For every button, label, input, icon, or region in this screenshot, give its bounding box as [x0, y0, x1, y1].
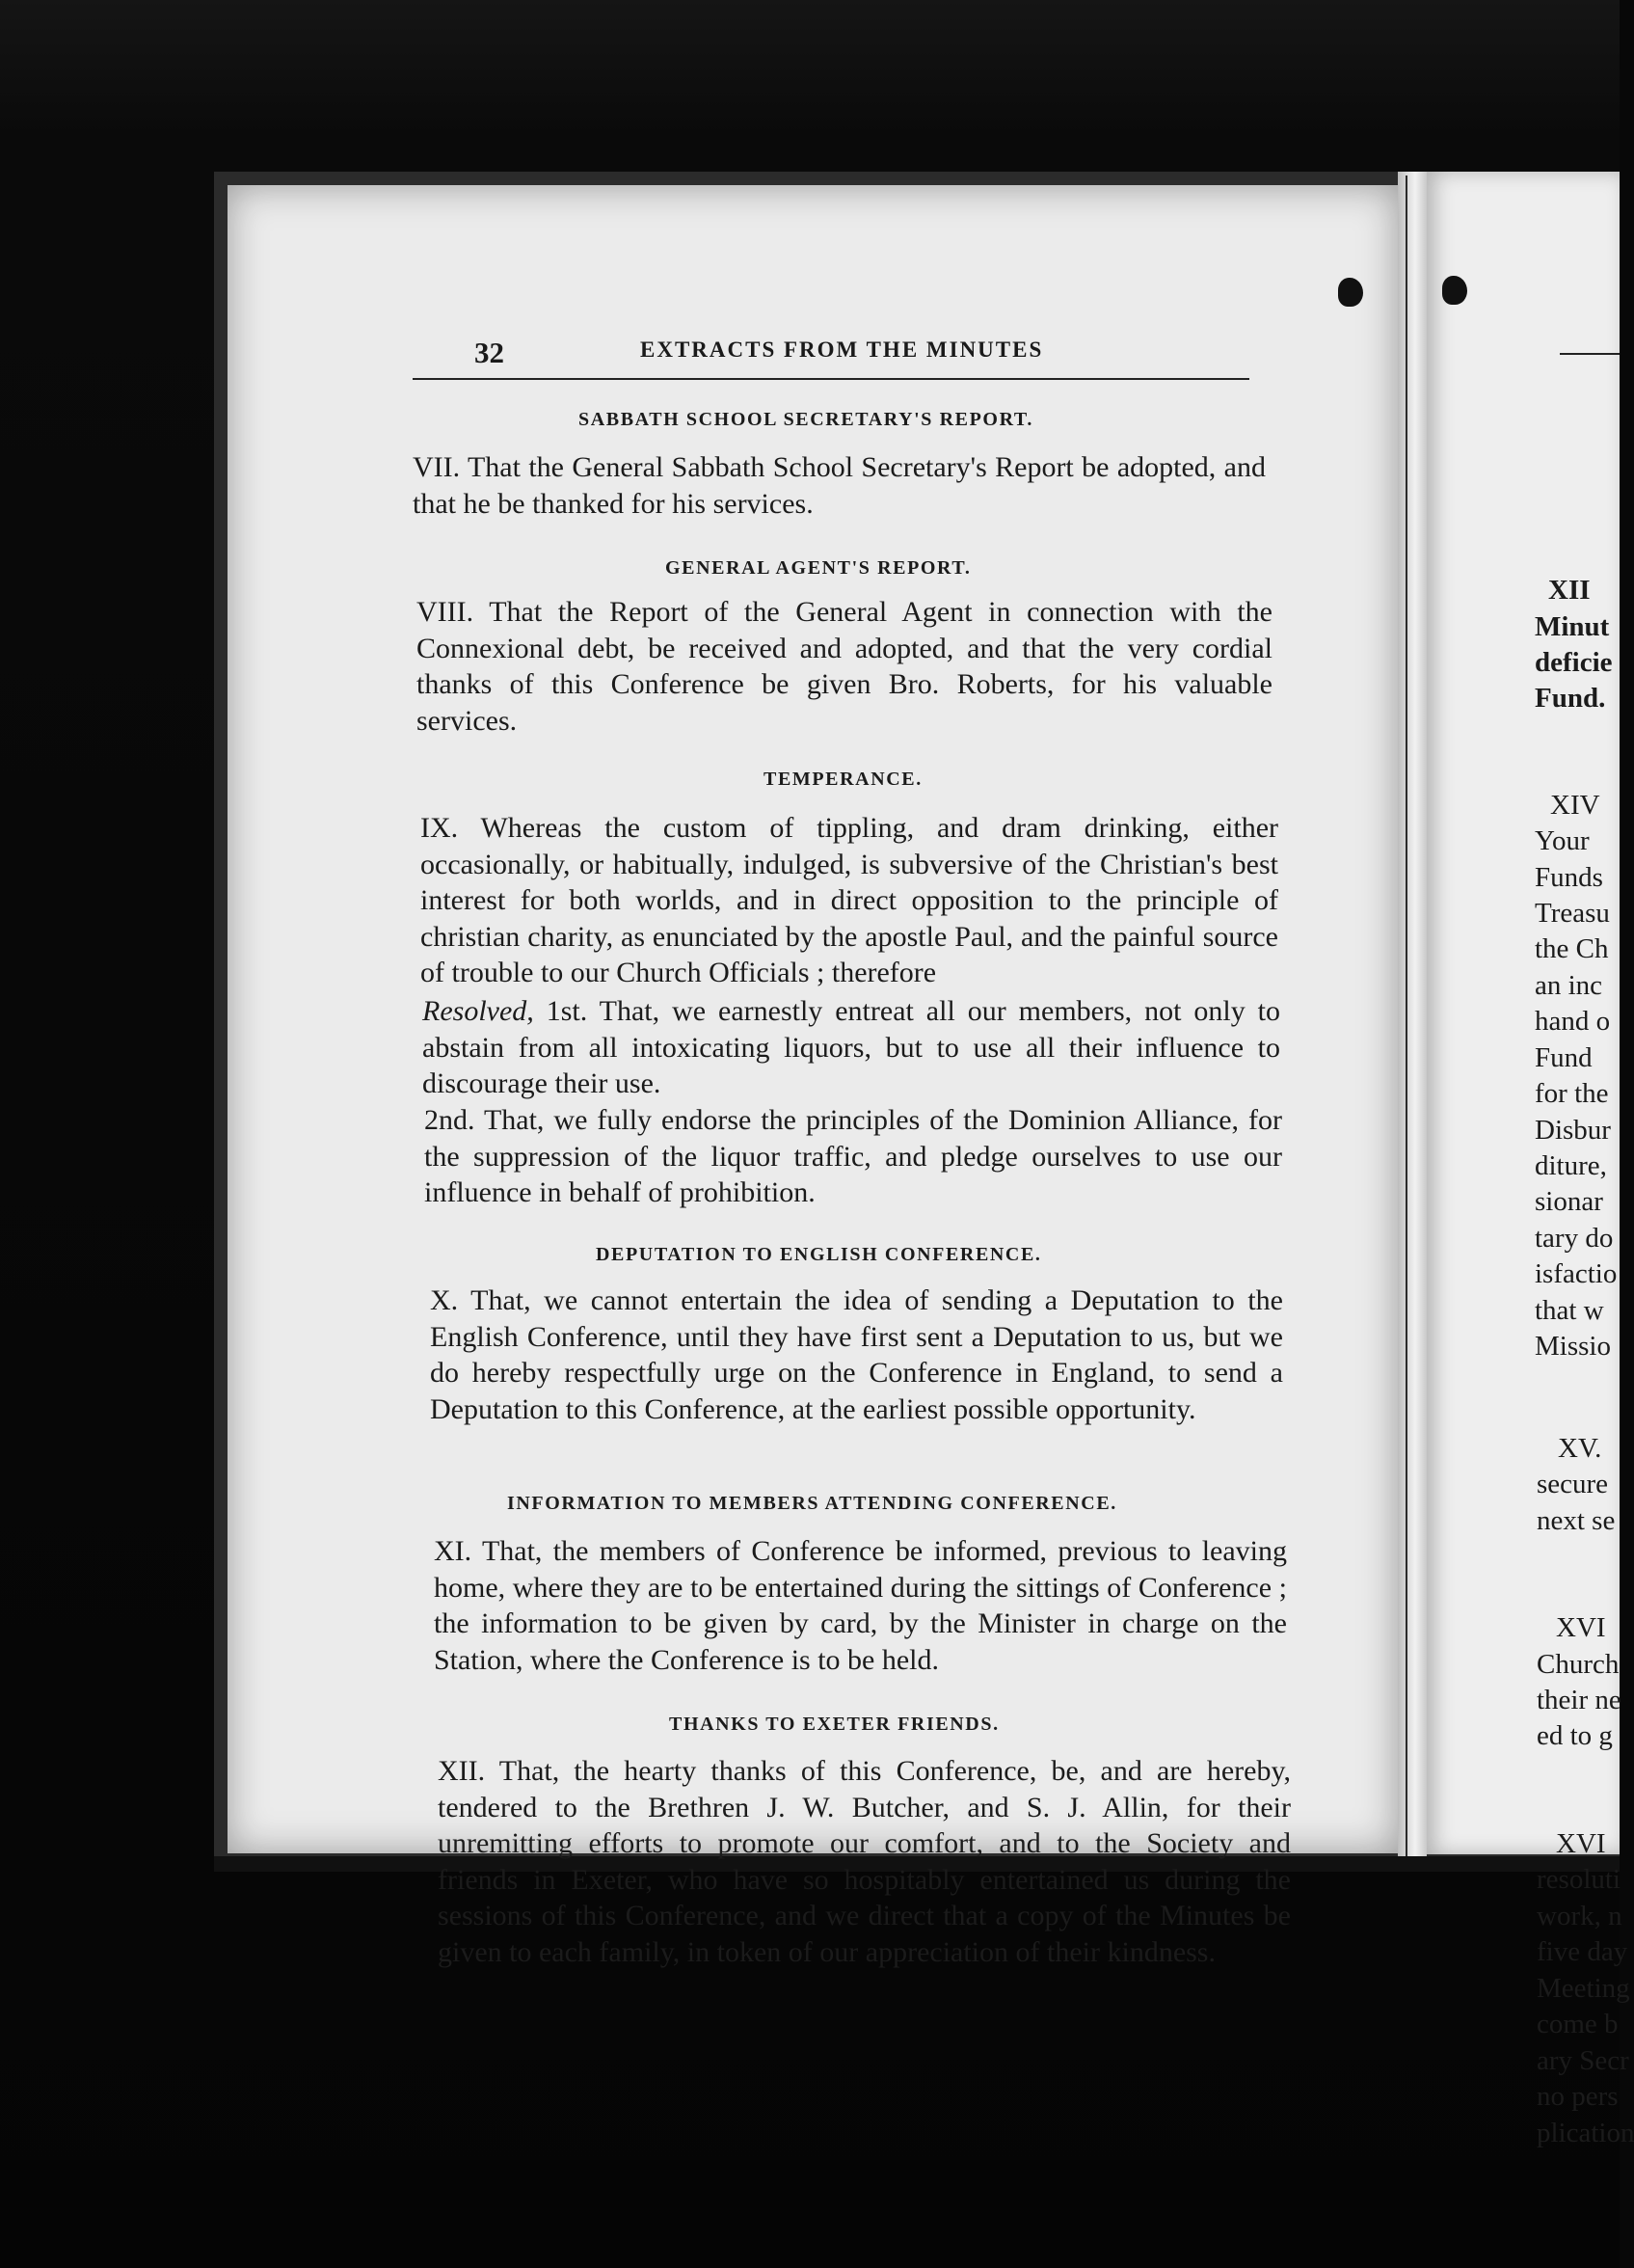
section-heading: INFORMATION TO MEMBERS ATTENDING CONFERENCE.: [507, 1493, 1117, 1514]
right-page-line-fragment: an inc: [1535, 970, 1603, 1001]
running-title: EXTRACTS FROM THE MINUTES: [640, 338, 1044, 362]
right-page-line-fragment: come b: [1537, 2009, 1619, 2039]
right-page-line-fragment: their ne: [1537, 1685, 1621, 1715]
resolution-paragraph: [438, 1753, 1291, 1970]
right-page-line-fragment: Your: [1535, 825, 1590, 856]
right-page-line-fragment: resoluti: [1537, 1864, 1621, 1895]
right-page-text-crop: [1427, 172, 1634, 2148]
right-page-line-fragment: XVI: [1556, 1612, 1606, 1643]
resolution-paragraph: [430, 1282, 1283, 1427]
right-page-line-fragment: XV.: [1558, 1433, 1602, 1464]
paragraph-text: VIII. That the Report of the General Agent in connection with the Connexional debt, be received and adopted, and that the very cordial thanks of this Conference be given Bro. Roberts, for his valuable services.: [416, 596, 1272, 737]
right-page-line-fragment: secure: [1537, 1469, 1609, 1499]
running-head: [413, 336, 1249, 380]
section-heading: GENERAL AGENT'S REPORT.: [665, 557, 972, 579]
right-page-line-fragment: Fund: [1535, 1042, 1593, 1073]
right-page-line-fragment: ed to g: [1537, 1720, 1613, 1751]
right-page-line-fragment: no pers: [1537, 2081, 1619, 2112]
right-page-line-fragment: that w: [1535, 1295, 1604, 1326]
right-page-line-fragment: sionar: [1535, 1186, 1603, 1217]
right-page-line-fragment: diture,: [1535, 1150, 1607, 1181]
right-page-line-fragment: deficie: [1535, 647, 1613, 678]
binding-hole-left: [1338, 278, 1363, 307]
paragraph-text: XII. That, the hearty thanks of this Conference, be, and are hereby, tendered to the Brethren J. W. Butcher, and S. J. Allin, for their unremitting efforts to promote our comfort, and to the Society and friends in Exeter, who have so hospitably entertained us during the sessions of this Conference, and we direct that a copy of the Minutes be given to each family, in token of our appreciation of their kindness.: [438, 1755, 1291, 1968]
resolution-paragraph: [413, 449, 1266, 522]
resolution-paragraph: [416, 594, 1272, 739]
right-page-line-fragment: for the: [1535, 1078, 1609, 1109]
right-page-line-fragment: Treasu: [1535, 898, 1610, 929]
right-page-line-fragment: isfactio: [1535, 1258, 1618, 1289]
right-page-line-fragment: Disbur: [1535, 1115, 1611, 1146]
right-page-line-fragment: work, n: [1537, 1901, 1622, 1931]
right-page-line-fragment: Funds: [1535, 862, 1603, 893]
resolution-paragraph: [424, 1102, 1282, 1211]
right-page-line-fragment: XII: [1548, 575, 1591, 606]
right-page-line-fragment: five day: [1537, 1936, 1628, 1967]
paragraph-text: IX. Whereas the custom of tippling, and dram drinking, either occasionally, or habitually, indulged, is subversive of the Christian's best interest for both worlds, and in direct opposition to the principle of christian charity, as enunciated by the apostle Paul, and the painful source of trouble to our Church Officials ; therefore: [420, 812, 1278, 988]
book-gutter: [1398, 172, 1427, 1869]
gutter-fold-line: [1406, 176, 1407, 1863]
right-page-line-fragment: Church: [1537, 1649, 1620, 1680]
paragraph-text: X. That, we cannot entertain the idea of sending a Deputation to the English Conference, until they have first sent a Deputation to us, but we do hereby respectfully urge on the Conference in England, to send a Deputation to this Conference, at the earliest possible opportunity.: [430, 1284, 1283, 1425]
page-number: 32: [474, 336, 504, 369]
right-page-line-fragment: Missio: [1535, 1331, 1611, 1362]
resolution-paragraph: [420, 810, 1278, 991]
resolution-paragraph: [434, 1533, 1287, 1678]
right-page-line-fragment: Fund.: [1535, 683, 1606, 714]
section-heading: SABBATH SCHOOL SECRETARY'S REPORT.: [578, 409, 1033, 430]
resolved-label: Resolved,: [422, 995, 534, 1027]
right-page-line-fragment: tary do: [1535, 1223, 1614, 1254]
paragraph-text: 2nd. That, we fully endorse the principles of the Dominion Alliance, for the suppression of the liquor traffic, and pledge ourselves to use our influence in behalf of prohibition.: [424, 1104, 1282, 1208]
right-page-line-fragment: Minut: [1535, 611, 1610, 642]
right-page-line-fragment: plication: [1537, 2118, 1634, 2148]
right-page-line-fragment: the Ch: [1535, 933, 1609, 964]
paragraph-text: VII. That the General Sabbath School Secretary's Report be adopted, and that he be thanked for his services.: [413, 451, 1266, 520]
resolution-paragraph: [422, 993, 1280, 1102]
paragraph-text: 1st. That, we earnestly entreat all our members, not only to abstain from all intoxicating liquors, but to use all their influence to discourage their use.: [422, 995, 1280, 1099]
section-heading: TEMPERANCE.: [763, 769, 923, 790]
right-page-line-fragment: hand o: [1535, 1006, 1611, 1037]
right-page-line-fragment: XVI: [1556, 1828, 1606, 1859]
right-page-line-fragment: XIV: [1550, 790, 1600, 821]
paragraph-text: XI. That, the members of Conference be informed, previous to leaving home, where they are to be entertained during the sittings of Conference ; the information to be given by card, by the Minister in charge on the Station, where the Conference is to be held.: [434, 1535, 1287, 1676]
right-page-line-fragment: ary Secr: [1537, 2045, 1629, 2076]
right-page-line-fragment: Meeting: [1537, 1973, 1630, 2004]
section-heading: THANKS TO EXETER FRIENDS.: [669, 1714, 1000, 1735]
section-heading: DEPUTATION TO ENGLISH CONFERENCE.: [596, 1244, 1042, 1265]
right-page-line-fragment: next se: [1537, 1505, 1616, 1536]
